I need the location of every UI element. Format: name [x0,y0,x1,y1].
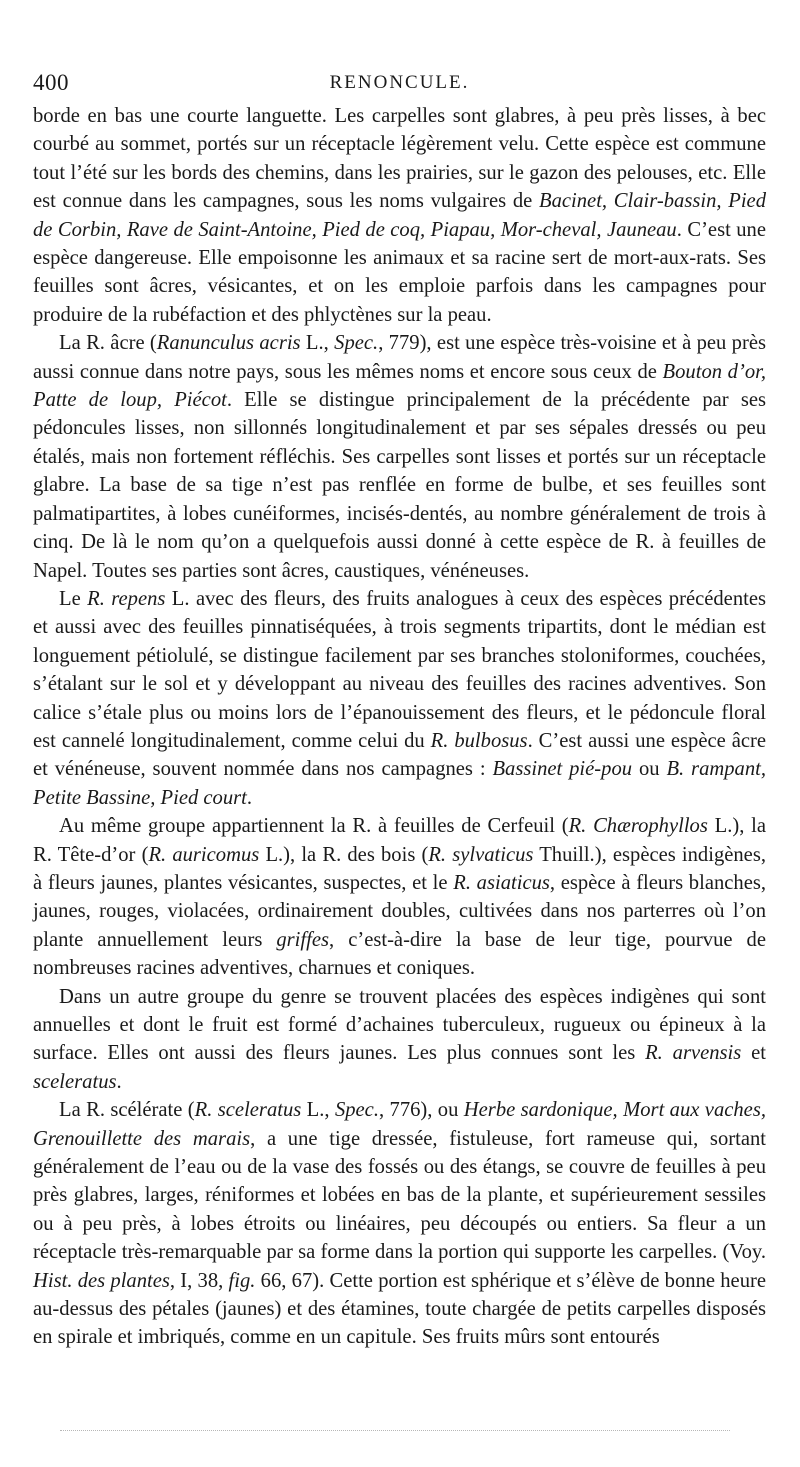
text-run: 66, 67). Cette portion est sphérique et s’élève de bonne heure au-dessus des pétales (jaunes) et des étamines, toute chargée de petits carpelles disposés en spirale et imbriqués, comme en un capitule. Ses fruits mûrs sont entourés [33,1269,766,1349]
page-number: 400 [33,70,69,95]
italic-text: B. rampant, Petite Bassine, Pied court [33,758,767,809]
text-run: L. avec des fleurs, des fruits analogues à ceux des espèces précédentes et aussi avec des feuilles pinnatiséquées, à trois segments tripartits, dont le médian est longuement pétiolulé, se distingue facilement par ses branches stoloniformes, couchées, s’étalant sur le sol et y développant au niveau des feuilles des racines adventives. Son calice s’étale plus ou moins lors de l’épanouissement des fleurs, et le pédoncule floral est cannelé longitudinalement, comme celui du [33,587,766,752]
text-run: L.), la R. des bois ( [259,843,429,866]
text-run: La R. âcre ( [59,332,157,355]
text-run: L., [300,332,335,355]
text-run: ou [632,758,667,781]
italic-text: R. asiaticus [453,871,550,894]
italic-text: R. arvensis [645,1042,742,1065]
italic-text: Bouton d’or, Patte de loup, Piécot [33,360,766,412]
running-head: RENONCULE. [329,72,470,93]
italic-text: Bassinet pié-pou [492,758,633,781]
text-run: L.), la R. Tête-d’or ( [33,815,766,866]
italic-text: R. Chærophyllos [568,815,708,838]
text-run: Le [59,587,88,610]
paragraph [33,1096,766,1352]
italic-text: Herbe sardonique, Mort aux vaches, Grenouillette des marais [33,1099,766,1150]
italic-text: griffes [276,928,330,951]
text-run: et [741,1042,766,1065]
italic-text: R. repens [87,587,166,610]
italic-text: Spec. [334,332,379,355]
text-run: borde en bas une courte languette. Les carpelles sont glabres, à peu près lisses, à bec courbé au sommet, portés sur un réceptacle légèrement velu. Cette espèce est commune tout l’été sur les bords des chemins, dans les prairies, sur le gazon des pelouses, etc. Elle est connue dans les campagnes, sous les noms vulgaires de [33,105,766,213]
paragraph [33,812,766,982]
italic-text: Ranunculus acris [156,332,301,355]
italic-text: Hist. des plantes [33,1269,170,1292]
paragraph [33,329,766,585]
text-run: , espèce à fleurs blanches, jaunes, rouges, violacées, ordinairement doubles, cultivées dans nos parterres où l’on plante annuellement leurs [33,871,766,951]
text-run: L., [301,1099,335,1122]
italic-text: Bacinet, Clair-bassin, Pied de Corbin, Rave de Saint-Antoine, Pied de coq, Piapau, Mor-cheval, Jauneau [33,190,766,241]
body-text [33,102,766,1352]
text-run: . [116,1070,122,1093]
paragraph [33,585,766,812]
page-bottom-rule [60,1430,730,1433]
text-run: , I, 38, [169,1269,229,1292]
italic-text: R. bulbosus [430,729,528,752]
text-run: La R. scélérate ( [59,1099,195,1122]
text-run: Thuill.), espèces indigènes, à fleurs jaunes, plantes vésicantes, suspectes, et le [33,843,766,894]
text-run: , 779), est une espèce très-voisine et à peu près aussi connue dans notre pays, sous les mêmes noms et encore sous ceux de [33,332,766,383]
italic-text: Spec. [334,1099,379,1122]
italic-text: R. auricomus [148,843,260,866]
text-run: . C’est une espèce dangereuse. Elle empoisonne les animaux et sa racine sert de mort-aux-rats. Ses feuilles sont âcres, vésicantes, et on les emploie parfois dans les campagnes pour produire de la rubéfaction et des phlyctènes sur la peau. [33,218,766,326]
italic-text: fig. [228,1269,256,1292]
page-header [33,70,766,100]
paragraph [33,983,766,1097]
text-run: Au même groupe appartiennent la R. à feuilles de Cerfeuil ( [59,815,569,838]
text-run: . Elle se distingue principalement de la précédente par ses pédoncules lisses, non sillonnés longitudinalement et par ses sépales dressés ou peu étalés, mais non fortement réfléchis. Ses carpelles sont lisses et portés sur un réceptacle glabre. La base de sa tige n’est pas renflée en forme de bulbe, et ses feuilles sont palmatipartites, à lobes cunéiformes, incisés-dentés, au nombre généralement de trois à cinq. De là le nom qu’on a quelquefois aussi donné à cette espèce de R. à feuilles de Napel. Toutes ses parties sont âcres, caustiques, vénéneuses. [33,389,766,582]
paragraph [33,102,766,329]
text-run: , a une tige dressée, fistuleuse, fort rameuse qui, sortant généralement de l’eau ou de la vase des fossés ou des étangs, se couvre de feuilles à peu près glabres, larges, réniformes et lobées en bas de la plante, et supérieurement sessiles ou à peu près, à lobes étroits ou linéaires, peu découpés ou entiers. Sa fleur a un réceptacle très-remarquable par sa forme dans la portion qui supporte les carpelles. (Voy. [33,1127,766,1264]
text-run: . C’est aussi une espèce âcre et vénéneuse, souvent nommée dans nos campagnes : [33,729,766,781]
italic-text: R. sylvaticus [428,843,534,866]
text-run: . [246,786,253,809]
text-run: , 776), ou [378,1099,464,1122]
italic-text: sceleratus [33,1070,117,1093]
italic-text: R. sceleratus [194,1099,302,1122]
text-run: Dans un autre groupe du genre se trouvent placées des espèces indigènes qui sont annuelles et dont le fruit est formé d’achaines tuberculeux, rugueux ou épineux à la surface. Elles ont aussi des fleurs jaunes. Les plus connues sont les [33,985,766,1065]
text-run: , c’est-à-dire la base de leur tige, pourvue de nombreuses racines adventives, charnues et coniques. [33,928,766,980]
